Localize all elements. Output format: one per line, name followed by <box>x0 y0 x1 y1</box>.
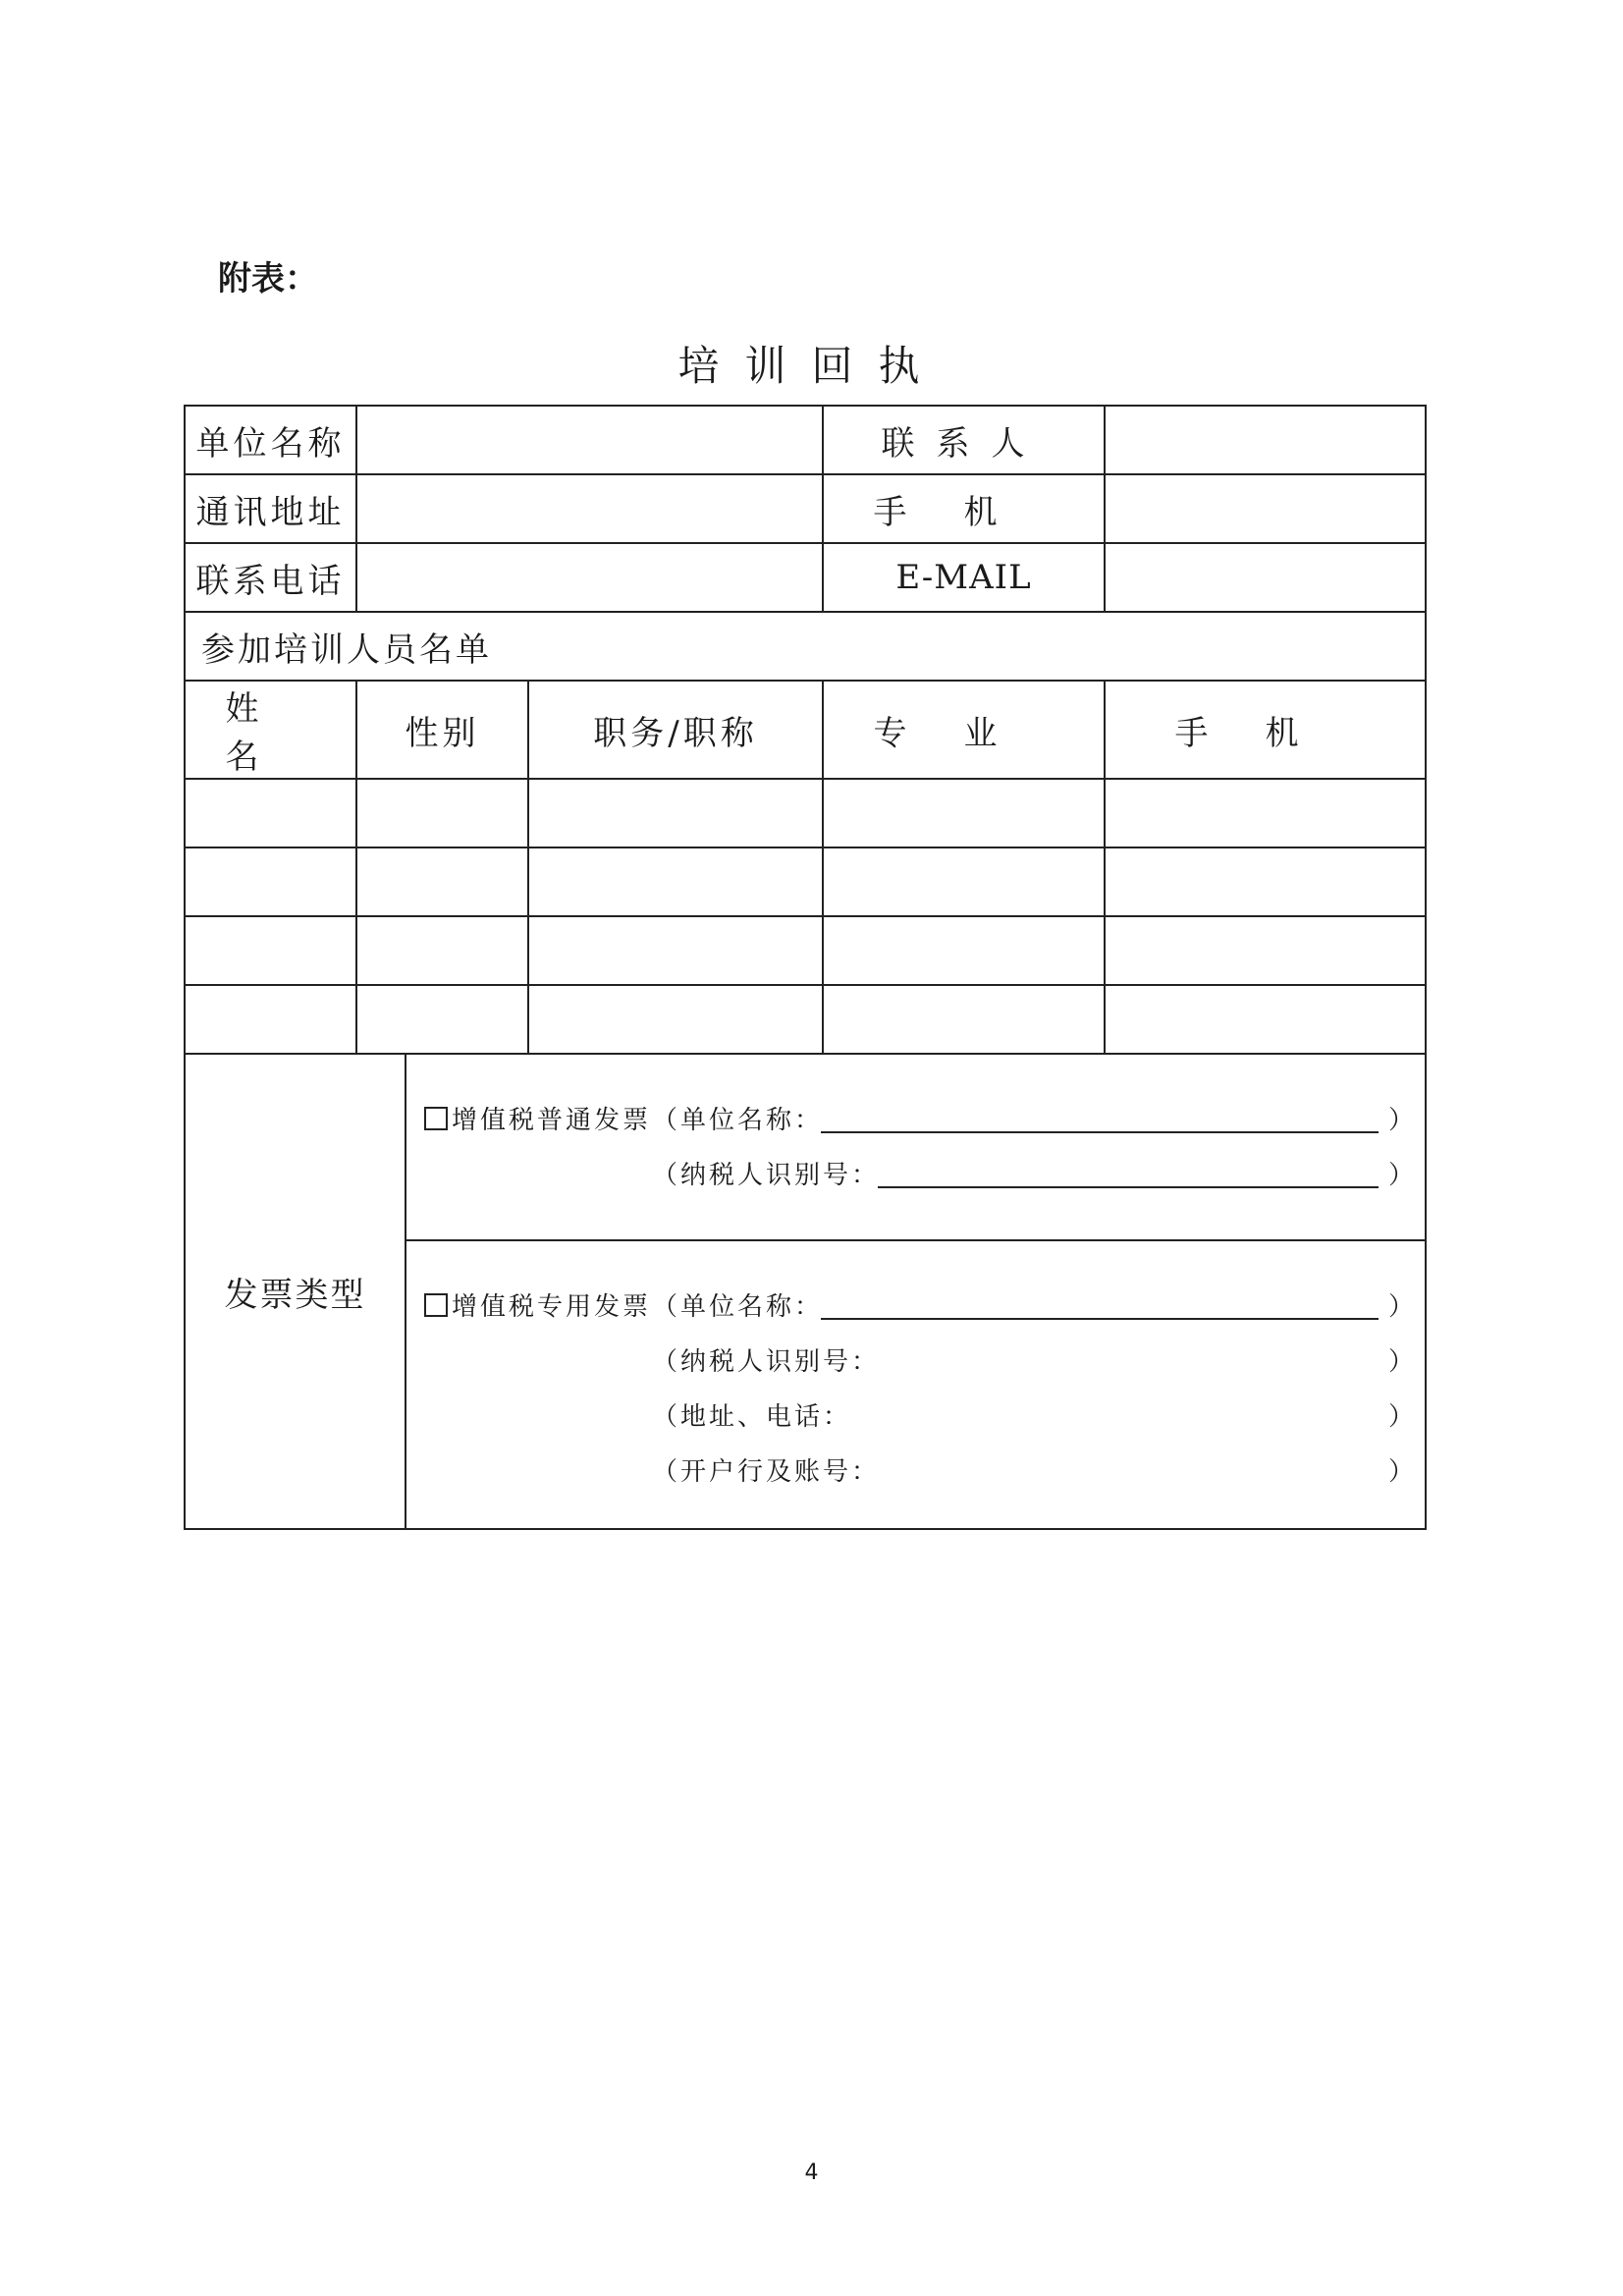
participant-gender-cell[interactable] <box>356 916 528 985</box>
participant-row <box>185 779 1426 847</box>
phone-label: 联系电话 <box>185 543 356 612</box>
invoice-special-label: 增值税专用发票 <box>452 1292 652 1322</box>
address-label: 通讯地址 <box>185 474 356 543</box>
col-position-header: 职务/职称 <box>528 681 823 779</box>
close-paren: ） <box>1388 1106 1418 1135</box>
contact-person-label: 联系人 <box>823 406 1105 474</box>
invoice-special-bank-label: （开户行及账号： <box>652 1457 881 1487</box>
invoice-special-bank-line <box>406 1440 1425 1495</box>
participant-gender-cell[interactable] <box>356 847 528 916</box>
phone-field[interactable] <box>356 543 823 612</box>
participant-major-cell[interactable] <box>823 985 1105 1054</box>
participant-position-cell[interactable] <box>528 916 823 985</box>
form-title: 培训回执 <box>677 342 946 390</box>
participant-mobile-cell[interactable] <box>1105 847 1426 916</box>
invoice-ordinary-cell <box>406 1054 1426 1240</box>
col-name-header: 姓名 <box>185 681 356 779</box>
close-paren: ） <box>1388 1457 1418 1487</box>
invoice-ordinary-row <box>185 1054 1426 1240</box>
participant-major-cell[interactable] <box>823 916 1105 985</box>
participant-gender-cell[interactable] <box>356 779 528 847</box>
invoice-ordinary-taxid-label: （纳税人识别号： <box>652 1161 881 1190</box>
row-address <box>185 474 1426 543</box>
unit-name-field[interactable] <box>356 406 823 474</box>
invoice-special-taxid-line <box>406 1330 1425 1385</box>
close-paren: ） <box>1388 1161 1418 1190</box>
invoice-special-option[interactable] <box>424 1286 651 1323</box>
invoice-ordinary-option[interactable] <box>424 1100 651 1136</box>
invoice-ordinary-taxid-line <box>406 1143 1425 1198</box>
participant-row <box>185 847 1426 916</box>
mobile-field[interactable] <box>1105 474 1426 543</box>
col-major-header: 专业 <box>823 681 1105 779</box>
col-gender-header: 性别 <box>356 681 528 779</box>
invoice-ordinary-unit-name-field[interactable] <box>821 1131 1379 1133</box>
participant-gender-cell[interactable] <box>356 985 528 1054</box>
participant-name-cell[interactable] <box>185 779 356 847</box>
invoice-special-cell <box>406 1240 1426 1529</box>
row-phone <box>185 543 1426 612</box>
participant-mobile-cell[interactable] <box>1105 916 1426 985</box>
close-paren: ） <box>1388 1292 1418 1322</box>
appendix-label: 附表： <box>218 259 318 299</box>
unit-name-label: 单位名称 <box>185 406 356 474</box>
training-receipt-table <box>184 405 1427 1530</box>
participant-row <box>185 985 1426 1054</box>
participant-name-cell[interactable] <box>185 916 356 985</box>
participant-position-cell[interactable] <box>528 847 823 916</box>
col-mobile-header: 手机 <box>1105 681 1426 779</box>
close-paren: ） <box>1388 1402 1418 1432</box>
participant-position-cell[interactable] <box>528 985 823 1054</box>
participants-section-label: 参加培训人员名单 <box>185 612 1426 681</box>
participant-name-cell[interactable] <box>185 985 356 1054</box>
participant-major-cell[interactable] <box>823 847 1105 916</box>
participant-position-cell[interactable] <box>528 779 823 847</box>
invoice-special-taxid-label: （纳税人识别号： <box>652 1347 881 1377</box>
participant-mobile-cell[interactable] <box>1105 985 1426 1054</box>
email-label: E-MAIL <box>823 543 1105 612</box>
invoice-special-unit-name-label: （单位名称： <box>652 1292 824 1322</box>
checkbox-icon[interactable] <box>424 1293 448 1317</box>
invoice-special-unit-name-field[interactable] <box>821 1318 1379 1320</box>
mobile-label: 手机 <box>823 474 1105 543</box>
address-field[interactable] <box>356 474 823 543</box>
invoice-special-unit-line <box>406 1275 1425 1330</box>
invoice-ordinary-label: 增值税普通发票 <box>452 1106 652 1135</box>
invoice-ordinary-unit-name-label: （单位名称： <box>652 1106 824 1135</box>
checkbox-icon[interactable] <box>424 1107 448 1130</box>
close-paren: ） <box>1388 1347 1418 1377</box>
invoice-special-address-line <box>406 1385 1425 1440</box>
invoice-special-address-label: （地址、电话： <box>652 1402 852 1432</box>
invoice-ordinary-unit-line <box>406 1088 1425 1143</box>
participant-mobile-cell[interactable] <box>1105 779 1426 847</box>
contact-person-field[interactable] <box>1105 406 1426 474</box>
invoice-ordinary-taxid-field[interactable] <box>878 1186 1379 1188</box>
email-field[interactable] <box>1105 543 1426 612</box>
invoice-type-label: 发票类型 <box>185 1054 406 1529</box>
row-unit-name <box>185 406 1426 474</box>
row-participants-heading <box>185 612 1426 681</box>
participants-header-row <box>185 681 1426 779</box>
participant-major-cell[interactable] <box>823 779 1105 847</box>
page-number: 4 <box>804 2160 819 2185</box>
participant-name-cell[interactable] <box>185 847 356 916</box>
participant-row <box>185 916 1426 985</box>
